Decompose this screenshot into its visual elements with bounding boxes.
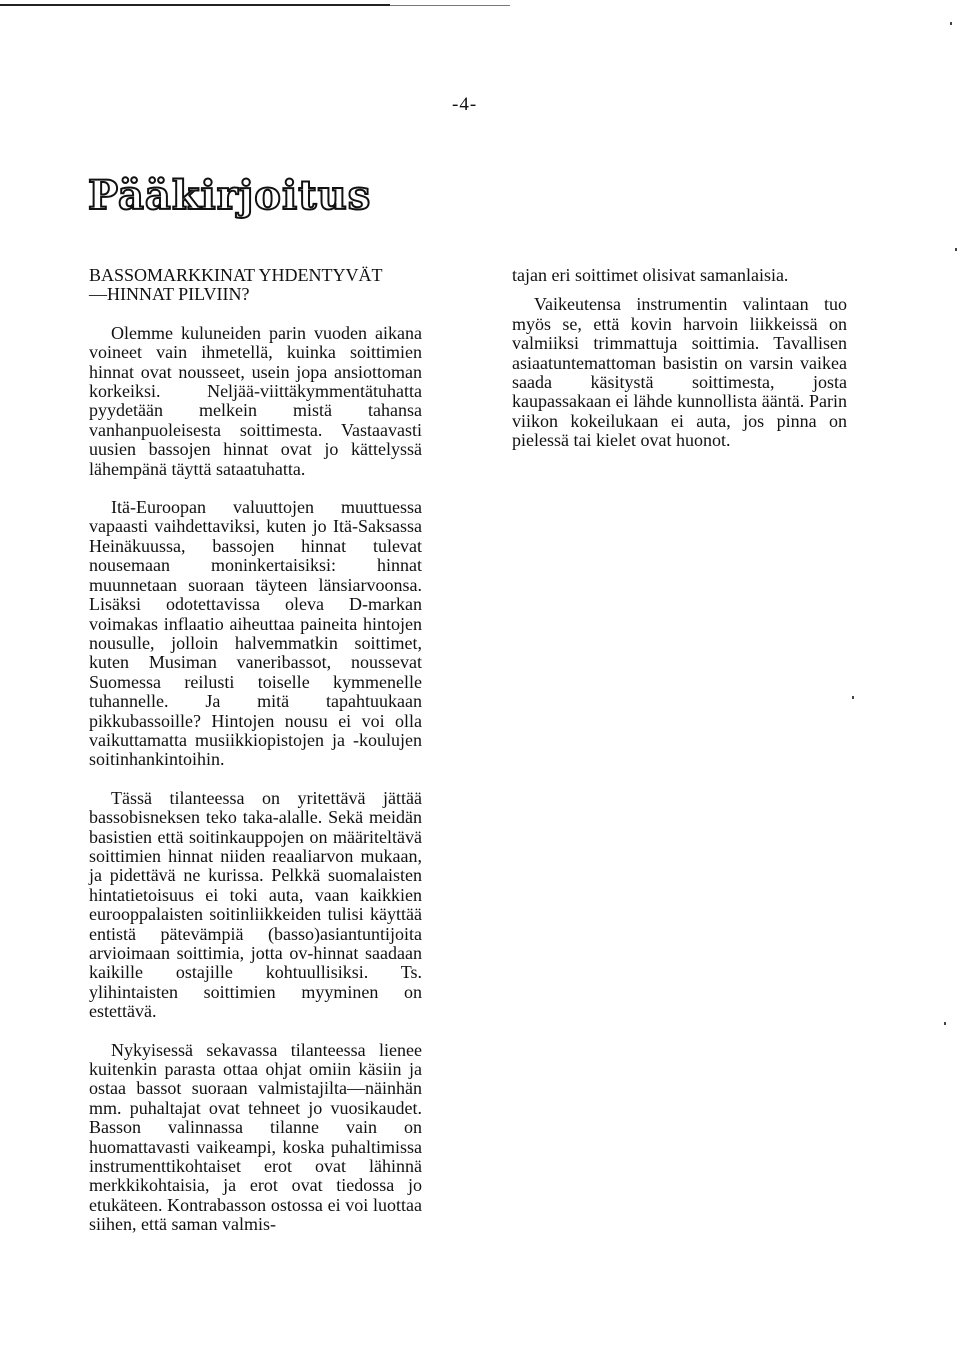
headline-line-2: —HINNAT PILVIIN? [89, 284, 250, 305]
headline-line-1: BASSOMARKKINAT YHDENTYVÄT [89, 265, 383, 285]
paragraph-4: Nykyisessä sekavassa tilanteessa lienee kuitenkin parasta ottaa ohjat omiin käsiin ja ostaa bassot suoraan valmistajilta—näinhän mm. puhaltajat ovat tehneet jo vuosikaudet. Basson valinnassa tilanne vain on huomattavasti vaikeampi, koska puhaltimissa instrumenttikohtaiset erot ovat lähinnä merkkikohtaisia, ja erot ovat tiedossa jo etukäteen. Kontrabasson ostossa ei voi luottaa siihen, että saman valmis- [89, 1039, 422, 1235]
scan-speck [955, 248, 957, 251]
headline [89, 266, 422, 305]
paragraph-2: Itä-Euroopan valuuttojen muuttuessa vapaasti vaihdettaviksi, kuten jo Itä-Saksassa Heinäkuussa, bassojen hinnat tulevat nousemaan moninkertaisiksi: hinnat muunnetaan suoraan täyteen länsiarvoonsa. Lisäksi odotettavissa oleva D-markan voimakas inflaatio aiheuttaa paineita hintojen nousulle, jolloin halvemmatkin soittimet, kuten Musiman vaneribassot, noussevat Suomessa reilusti toiselle kymmenelle tuhannelle. Ja mitä tapahtuukaan pikkubassoille? Hintojen nousu ei voi olla vaikuttamatta musiikkiopistojen ja -koulujen soitinhankintoihin. [89, 497, 422, 770]
scan-speck [852, 696, 854, 699]
paragraph-1: Olemme kuluneiden parin vuoden aikana voineet vain ihmetellä, kuinka soittimien hinnat ovat nousseet, usein jopa ansiottoman korkeiksi. Neljää-viittäkymmentätuhatta pyydetään melkein mistä tahansa vanhanpuoleisesta soittimesta. Vastaavasti uusien bassojen hinnat ovat jo kättelyssä lähempänä täyttä sataatuhatta. [89, 322, 422, 479]
scan-speck [944, 1022, 946, 1025]
top-scan-rule [0, 4, 390, 6]
top-scan-rule-thin [390, 5, 510, 6]
editorial-left-column [89, 266, 422, 1235]
masthead-title: Pääkirjoitus [88, 172, 372, 219]
paragraph-3: Tässä tilanteessa on yritettävä jättää bassobisneksen teko taka-alalle. Sekä meidän basistien että soitinkauppojen on määriteltävä soittimien hinnat niiden reaaliarvon mukaan, ja pidettävä ne kurissa. Pelkkä suomalaisten hintatietoisuus ei toki auta, vaan kaikkien eurooppalaisten soitinliikkeiden tulisi käyttää entistä pätevämpiä (basso)asiantuntijoita arvioimaan soittimia, jotta ov-hinnat saadaan kaikille ostajille kohtuullisiksi. Ts. ylihintaisten soittimien myyminen on estettävä. [89, 787, 422, 1022]
page-number: -4- [452, 94, 478, 115]
scan-speck [950, 22, 952, 25]
paragraph-5: tajan eri soittimet olisivat samanlaisia. [512, 265, 789, 285]
editorial-right-column [512, 266, 847, 451]
paragraph-6: Vaikeutensa instrumentin valintaan tuo myös se, että kovin harvoin liikkeissä on valmiiksi trimmattuja soittimia. Tavallisen asiaatuntemattoman basistin on varsin vaikea saada käsitystä soittimesta, josta kaupassakaan ei lähde kunnollista ääntä. Parin viikon kokeilukaan ei auta, jos pinna on pielessä tai kielet ovat huonot. [512, 294, 847, 451]
